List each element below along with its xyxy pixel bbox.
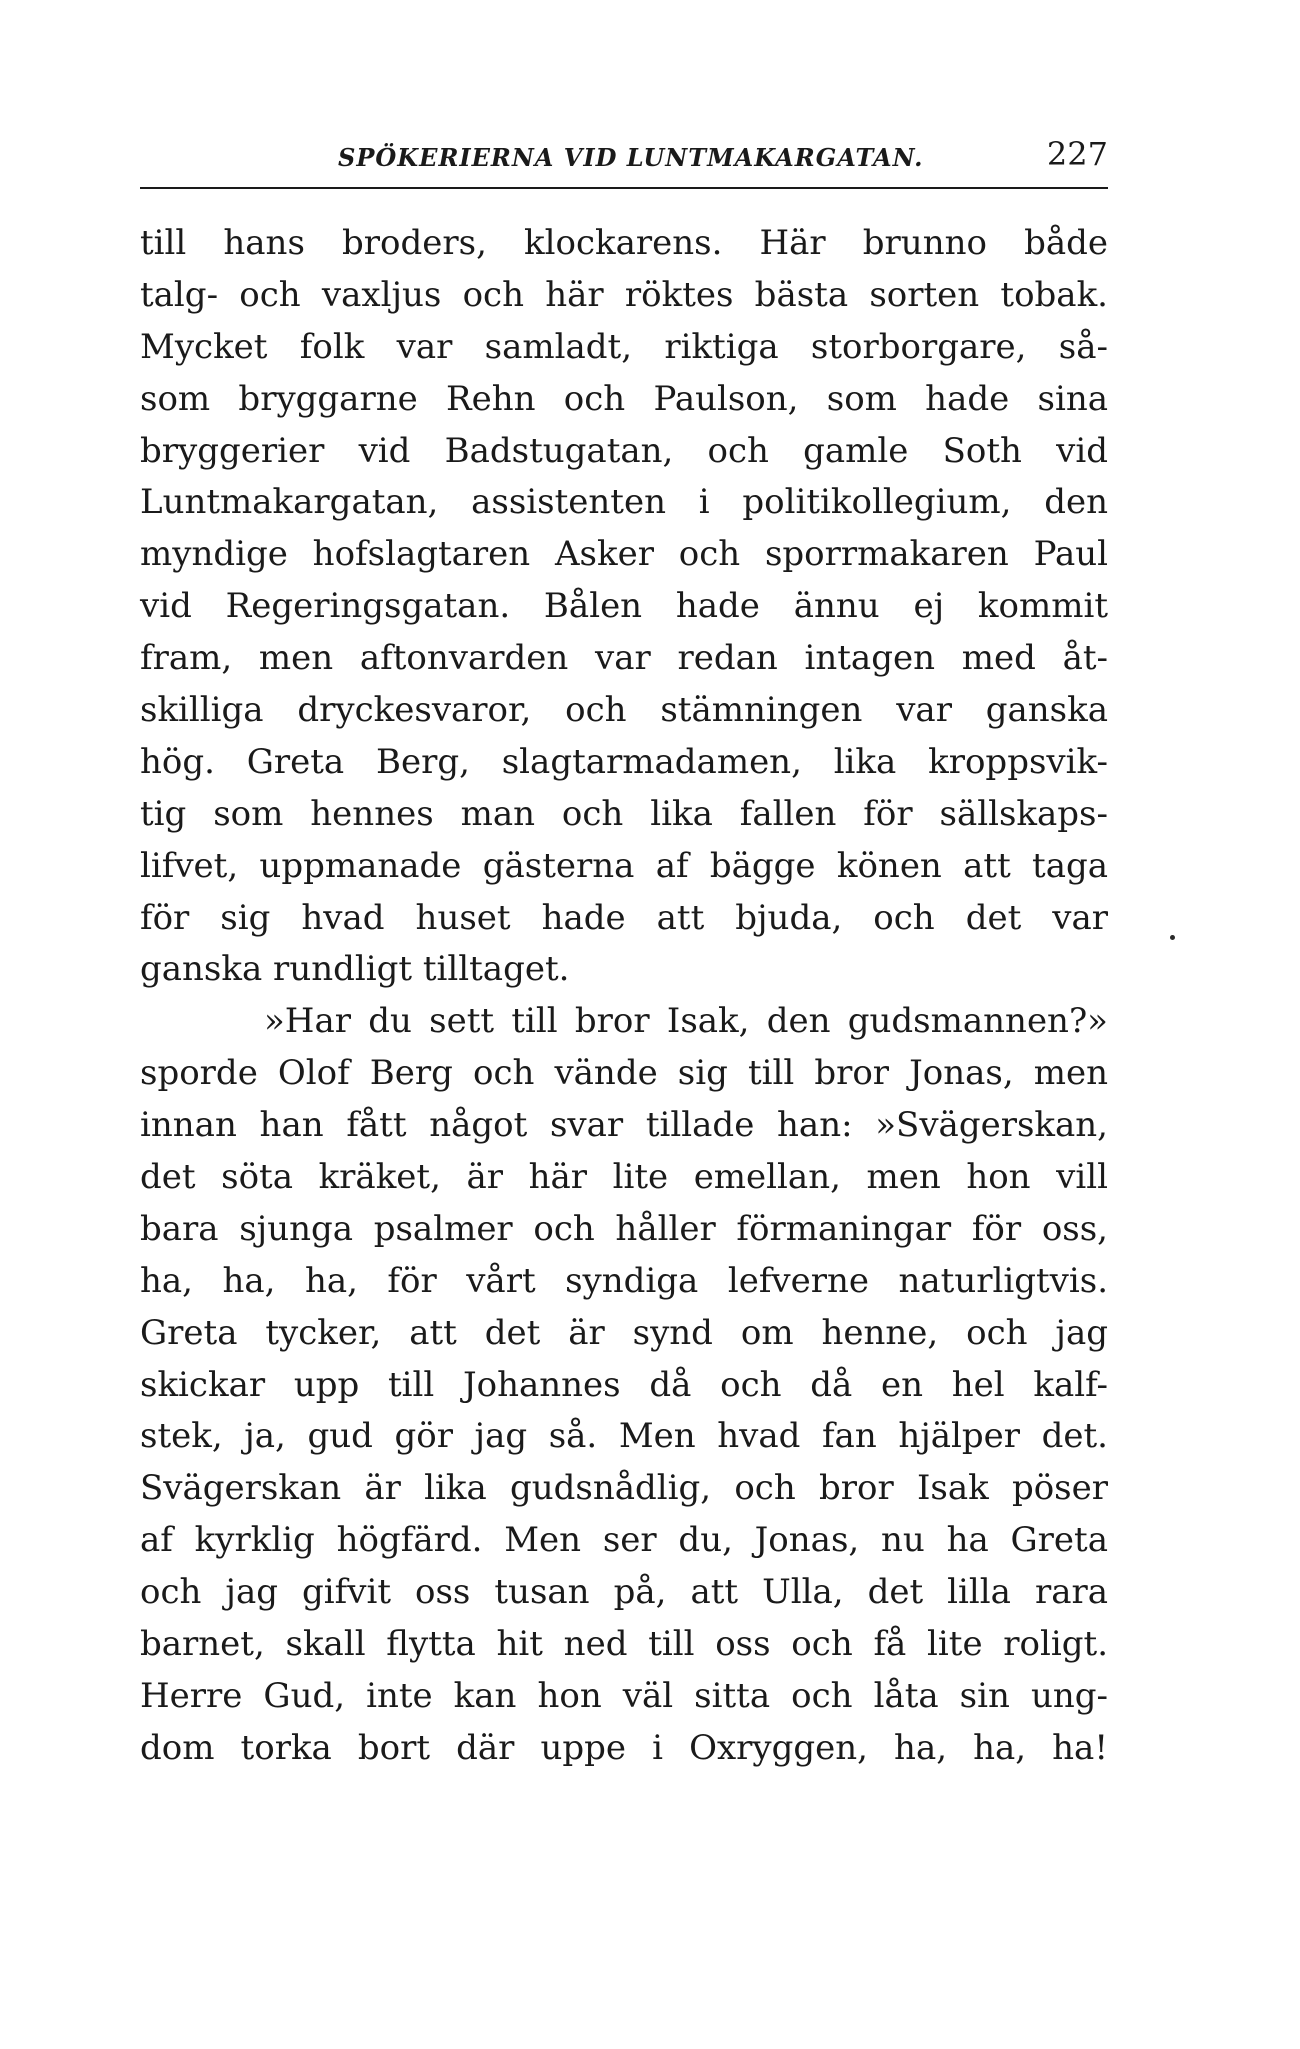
text-line: och jag gifvit oss tusan på, att Ulla, det lilla rara bbox=[140, 1572, 1108, 1613]
running-head bbox=[140, 133, 1108, 183]
text-line: barnet, skall flytta hit ned till oss och få lite roligt. bbox=[140, 1624, 1108, 1665]
text-line: Mycket folk var samladt, riktiga storborgare, så- bbox=[140, 326, 1108, 367]
text-line: hög. Greta Berg, slagtarmadamen, lika kroppsvik- bbox=[140, 741, 1108, 782]
text-line: dom torka bort där uppe i Oxryggen, ha, ha, ha! bbox=[140, 1727, 1108, 1768]
paper-speck bbox=[1170, 935, 1175, 940]
text-line: som bryggarne Rehn och Paulson, som hade sina bbox=[140, 378, 1108, 419]
text-line: innan han fått något svar tillade han: »Svägerskan, bbox=[140, 1105, 1108, 1146]
text-line: Herre Gud, inte kan hon väl sitta och låta sin ung- bbox=[140, 1675, 1108, 1716]
text-line: lifvet, uppmanade gästerna af bägge könen att taga bbox=[140, 845, 1108, 886]
text-line: bryggerier vid Badstugatan, och gamle Soth vid bbox=[140, 430, 1108, 471]
text-line: skilliga dryckesvaror, och stämningen var ganska bbox=[140, 690, 1108, 731]
text-line: sporde Olof Berg och vände sig till bror Jonas, men bbox=[140, 1053, 1108, 1094]
header-rule bbox=[140, 187, 1108, 189]
text-line: stek, ja, gud gör jag så. Men hvad fan hjälper det. bbox=[140, 1416, 1108, 1457]
text-line: Svägerskan är lika gudsnådlig, och bror Isak pöser bbox=[140, 1468, 1108, 1509]
text-line: för sig hvad huset hade att bjuda, och det var bbox=[140, 897, 1108, 938]
text-line: Greta tycker, att det är synd om henne, och jag bbox=[140, 1312, 1108, 1353]
text-line: »Har du sett till bror Isak, den gudsmannen?» bbox=[264, 1001, 1108, 1042]
body-text bbox=[140, 218, 1108, 1775]
text-line: till hans broders, klockarens. Här brunno både bbox=[140, 223, 1108, 263]
text-line: myndige hofslagtaren Asker och sporrmakaren Paul bbox=[140, 534, 1108, 575]
text-line: tig som hennes man och lika fallen för sällskaps- bbox=[140, 793, 1108, 834]
running-title: SPÖKERIERNA VID LUNTMAKARGATAN. bbox=[338, 143, 924, 172]
text-line: ganska rundligt tilltaget. bbox=[140, 949, 570, 990]
page-number: 227 bbox=[1046, 135, 1108, 173]
text-line: af kyrklig högfärd. Men ser du, Jonas, nu ha Greta bbox=[140, 1520, 1108, 1561]
text-line: skickar upp till Johannes då och då en hel kalf- bbox=[140, 1364, 1108, 1405]
text-line: vid Regeringsgatan. Bålen hade ännu ej kommit bbox=[140, 586, 1108, 627]
text-line: Luntmakargatan, assistenten i politikollegium, den bbox=[140, 482, 1108, 523]
text-line: det söta kräket, är här lite emellan, men hon vill bbox=[140, 1157, 1108, 1198]
text-line: talg- och vaxljus och här röktes bästa sorten tobak. bbox=[140, 274, 1108, 315]
text-line: ha, ha, ha, för vårt syndiga lefverne naturligtvis. bbox=[140, 1260, 1108, 1301]
text-line: fram, men aftonvarden var redan intagen med åt- bbox=[140, 638, 1108, 679]
text-line: bara sjunga psalmer och håller förmaningar för oss, bbox=[140, 1208, 1108, 1249]
